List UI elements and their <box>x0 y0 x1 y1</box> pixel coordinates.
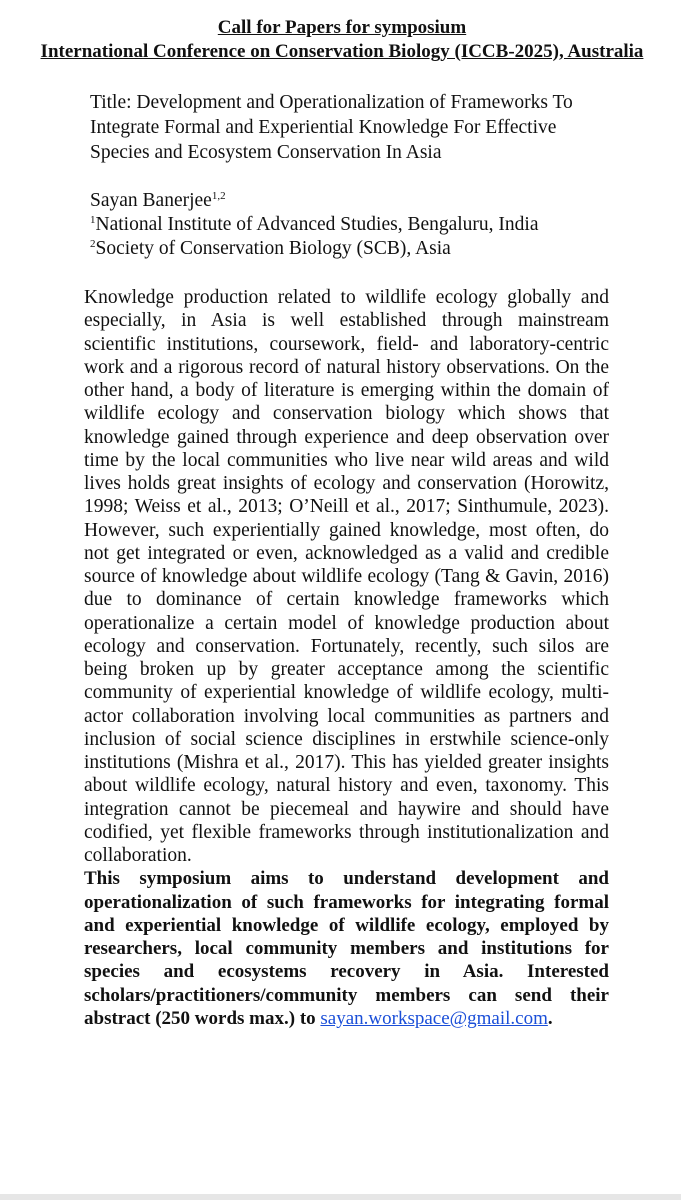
affiliation-1-text: National Institute of Advanced Studies, Bengaluru, India <box>95 214 539 235</box>
author-name: Sayan Banerjee <box>90 190 212 211</box>
body-paragraph: Knowledge production related to wildlife ecology globally and especially, in Asia is well established through mainstream scientific institutions, coursework, field- and laboratory-centric work and a rigorous record of natural history observations. On the other hand, a body of literature is emerging within the domain of wildlife ecology and conservation biology which shows that knowledge gained through experience and deep observation over time by the local communities who live near wild areas and wild lives holds great insights of ecology and conservation (Horowitz, 1998; Weiss et al., 2013; O’Neill et al., 2017; Sinthumule, 2023). However, such experientially gained knowledge, most often, do not get integrated or even, acknowledged as a valid and credible source of knowledge about wildlife ecology (Tang & Gavin, 2016) due to dominance of certain knowledge frameworks which operationalize a certain model of knowledge production about ecology and conservation. Fortunately, recently, such silos are being broken up by greater acceptance among the scientific community of experiential knowledge of wildlife ecology, multi-actor collaboration involving local communities as partners and inclusion of social science disciplines in erstwhile science-only institutions (Mishra et al., 2017). This has yielded greater insights about wildlife ecology, natural history and even, taxonomy. This integration cannot be piecemeal and haywire and should have codified, yet flexible frameworks through institutionalization and collaboration. <box>84 287 609 866</box>
author-superscript: 1,2 <box>211 190 226 202</box>
abstract-body <box>84 286 609 1030</box>
symposium-aims-paragraph <box>84 867 609 1030</box>
bottom-border <box>0 1194 681 1200</box>
header-call-for-papers: Call for Papers for symposium <box>217 17 467 38</box>
document-header <box>40 16 644 64</box>
affiliation-1-number: 1 <box>90 214 96 226</box>
affiliation-1 <box>90 213 610 237</box>
author-line <box>90 189 610 213</box>
contact-email-link[interactable]: sayan.workspace@gmail.com <box>320 1007 548 1029</box>
affiliation-2-text: Society of Conservation Biology (SCB), Asia <box>95 238 451 259</box>
author-block <box>90 189 610 261</box>
symposium-aims-text: This symposium aims to understand development and operationalization of such frameworks for integrating formal and experiential knowledge of wildlife ecology, employed by researchers, local community members and institutions for species and ecosystems recovery in Asia. Interested scholars/practitioners/community members can send their abstract (250 words max.) to <box>84 868 609 1029</box>
header-conference-name: International Conference on Conservation Biology (ICCB-2025), Australia <box>40 41 644 62</box>
symposium-title: Title: Development and Operationalization of Frameworks To Integrate Formal and Experiential Knowledge For Effective Species and Ecosystem Conservation In Asia <box>90 92 573 163</box>
affiliation-2 <box>90 237 610 261</box>
affiliation-2-number: 2 <box>90 238 96 250</box>
trailing-period: . <box>547 1007 553 1029</box>
